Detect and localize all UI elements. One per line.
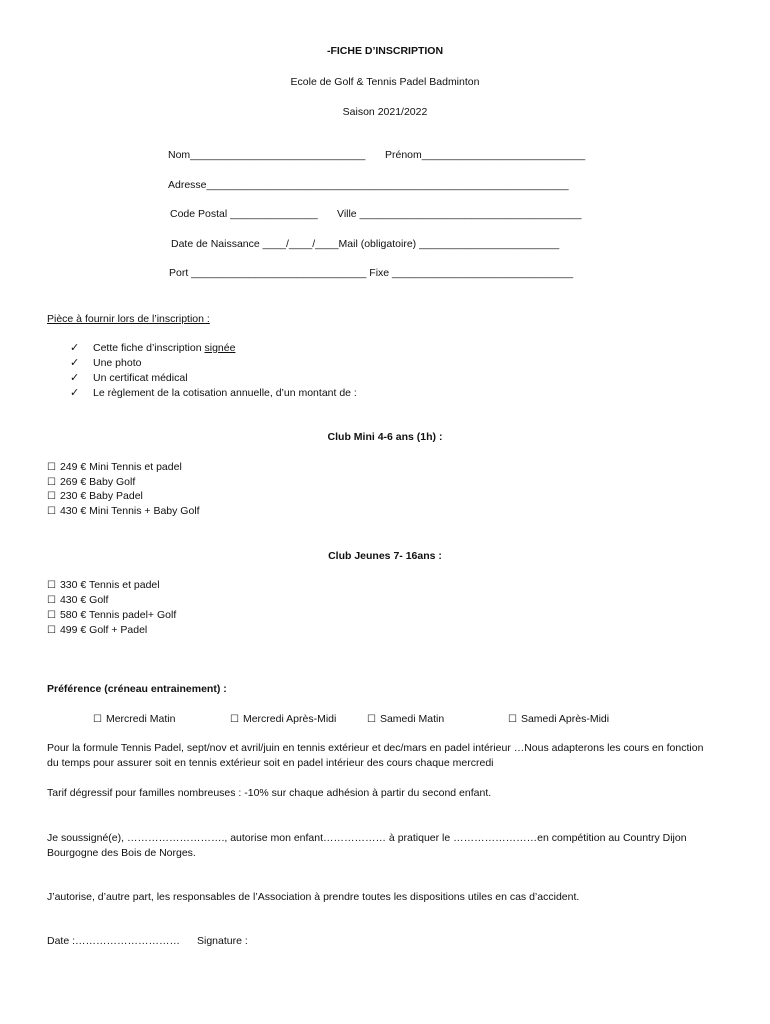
soussigne-paragraph: Je soussigné(e), ………………………., autorise mon enfant……………… à pratiquer le ……………………en compétition au Country Dijon Bourgogne des Bois de Norges. xyxy=(47,832,687,859)
nom-field[interactable]: Nom______________________________ xyxy=(168,149,366,161)
preference-option[interactable]: ☐ Mercredi Matin xyxy=(93,713,176,725)
checkbox-icon[interactable]: ☐ xyxy=(47,491,56,502)
club-jeunes-title: Club Jeunes 7- 16ans : xyxy=(328,550,442,562)
preference-option[interactable]: ☐ Mercredi Après-Midi xyxy=(230,713,337,725)
piece-item-fiche: Cette fiche d’inscription signée xyxy=(93,342,236,354)
padel-paragraph: Pour la formule Tennis Padel, sept/nov et avril/juin en tennis extérieur et dec/mars en padel intérieur …Nous adapterons les cours en fonction du temps pour assurer soit en tennis extérieur soit en padel intérieur des cours chaque mercredi xyxy=(47,742,704,769)
club-jeunes-option[interactable]: ☐ 330 € Tennis et padel xyxy=(47,579,160,591)
club-mini-option[interactable]: ☐ 249 € Mini Tennis et padel xyxy=(47,461,182,473)
checkbox-icon[interactable]: ☐ xyxy=(47,610,56,621)
code-postal-field[interactable]: Code Postal _______________ xyxy=(170,208,318,220)
checkbox-icon[interactable]: ☐ xyxy=(47,506,56,517)
season-label: Saison 2021/2022 xyxy=(342,106,428,118)
checkbox-icon[interactable]: ☐ xyxy=(47,595,56,606)
checkmark-icon: ✓ xyxy=(70,356,80,369)
piece-item-reglement: Le règlement de la cotisation annuelle, d’un montant de : xyxy=(93,387,357,399)
ville-field[interactable]: Ville ______________________________________ xyxy=(337,208,582,220)
club-jeunes-option[interactable]: ☐ 499 € Golf + Padel xyxy=(47,624,148,636)
school-name: Ecole de Golf & Tennis Padel Badminton xyxy=(290,76,480,88)
checkmark-icon: ✓ xyxy=(70,341,80,354)
form-title: -FICHE D’INSCRIPTION xyxy=(326,45,444,57)
checkmark-icon: ✓ xyxy=(70,386,80,399)
checkbox-icon[interactable]: ☐ xyxy=(47,625,56,636)
checkbox-icon[interactable]: ☐ xyxy=(47,462,56,473)
checkbox-icon[interactable]: ☐ xyxy=(47,477,56,488)
checkmark-icon: ✓ xyxy=(70,371,80,384)
tarif-paragraph: Tarif dégressif pour familles nombreuses : -10% sur chaque adhésion à partir du second enfant. xyxy=(47,787,492,799)
port-fixe-field[interactable]: Port ______________________________ Fixe _______________________________ xyxy=(169,267,574,279)
checkbox-icon[interactable]: ☐ xyxy=(93,714,102,725)
date-field[interactable]: Date :………………………… xyxy=(47,935,181,947)
piece-item-certificat: Un certificat médical xyxy=(93,372,188,384)
date-naissance-mail-field[interactable]: Date de Naissance ____/____/____Mail (obligatoire) ________________________ xyxy=(171,238,560,250)
club-mini-option[interactable]: ☐ 269 € Baby Golf xyxy=(47,476,136,488)
club-mini-option[interactable]: ☐ 430 € Mini Tennis + Baby Golf xyxy=(47,505,200,517)
checkbox-icon[interactable]: ☐ xyxy=(230,714,239,725)
preference-title: Préférence (créneau entrainement) : xyxy=(47,683,227,695)
preference-option[interactable]: ☐ Samedi Matin xyxy=(367,713,445,725)
club-jeunes-option[interactable]: ☐ 580 € Tennis padel+ Golf xyxy=(47,609,177,621)
preference-option[interactable]: ☐ Samedi Après-Midi xyxy=(508,713,610,725)
club-jeunes-option[interactable]: ☐ 430 € Golf xyxy=(47,594,109,606)
pieces-title: Pièce à fournir lors de l’inscription : xyxy=(47,313,210,325)
autorise-paragraph: J’autorise, d’autre part, les responsables de l’Association à prendre toutes les dispositions utiles en cas d’accident. xyxy=(47,891,580,903)
checkbox-icon[interactable]: ☐ xyxy=(367,714,376,725)
prenom-field[interactable]: Prénom____________________________ xyxy=(385,149,586,161)
adresse-field[interactable]: Adresse______________________________________________________________ xyxy=(168,179,569,191)
piece-item-photo: Une photo xyxy=(93,357,142,369)
checkbox-icon[interactable]: ☐ xyxy=(508,714,517,725)
club-mini-option[interactable]: ☐ 230 € Baby Padel xyxy=(47,490,143,502)
club-mini-title: Club Mini 4-6 ans (1h) : xyxy=(327,431,443,443)
checkbox-icon[interactable]: ☐ xyxy=(47,580,56,591)
signature-field[interactable]: Signature : xyxy=(197,935,248,947)
